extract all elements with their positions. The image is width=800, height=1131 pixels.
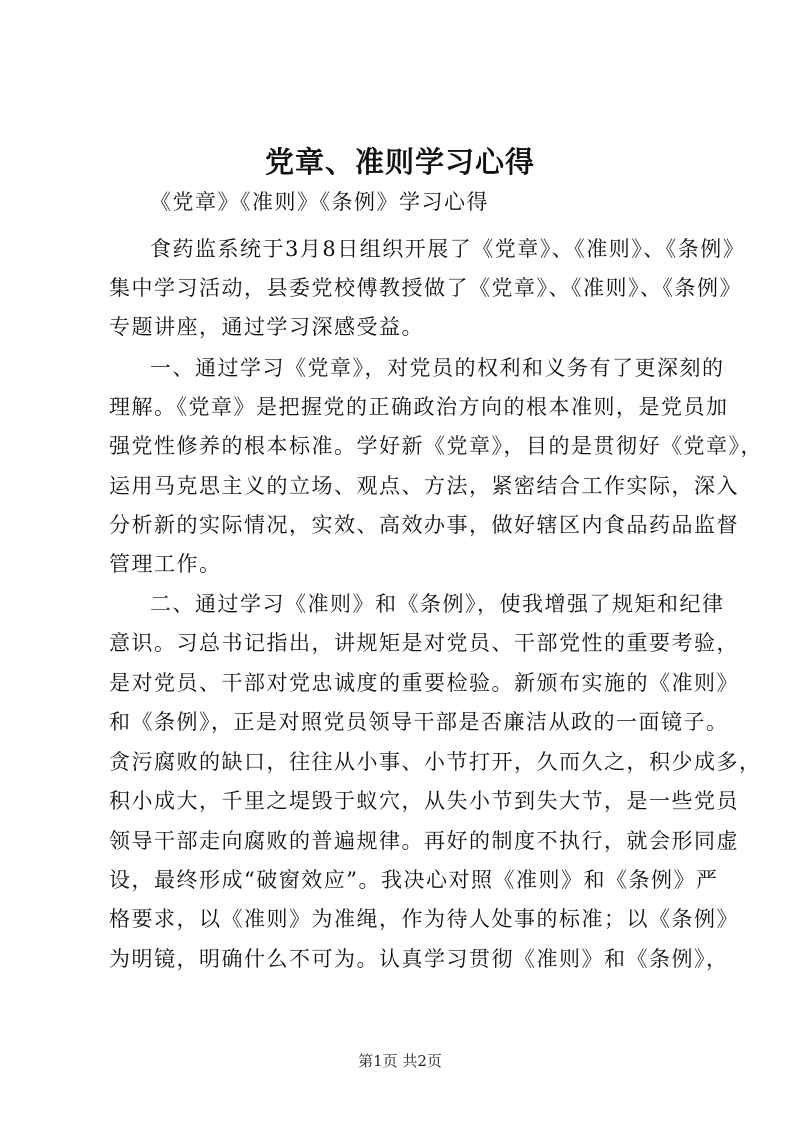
text-line: 意识。习总书记指出，讲规矩是对党员、干部党性的重要考验， xyxy=(109,631,739,655)
document-title: 党章、准则学习心得 xyxy=(264,145,535,179)
text-line: 和《条例》，正是对照党员领导干部是否廉洁从政的一面镜子。 xyxy=(109,710,729,734)
text-line: 贪污腐败的缺口，往往从小事、小节打开，久而久之，积少成多， xyxy=(109,750,762,774)
text-line: 二、通过学习《准则》和《条例》，使我增强了规矩和纪律 xyxy=(150,592,725,616)
text-line: 理解。《党章》是把握党的正确政治方向的根本准则，是党员加 xyxy=(109,395,729,419)
text-line: 分析新的实际情况，实效、高效办事，做好辖区内食品药品监督 xyxy=(109,513,739,537)
text-line: 运用马克思主义的立场、观点、方法，紧密结合工作实际，深入 xyxy=(109,474,739,498)
text-line: 食药监系统于3月8日组织开展了《党章》、《准则》、《条例》 xyxy=(150,237,746,261)
subtitle-line: 《党章》《准则》《条例》学习心得 xyxy=(150,190,489,214)
text-line: 强党性修养的根本标准。学好新《党章》，目的是贯彻好《党章》， xyxy=(109,434,763,458)
text-line: 为明镜，明确什么不可为。认真学习贯彻《准则》和《条例》， xyxy=(109,947,729,971)
text-line: 领导干部走向腐败的普遍规律。再好的制度不执行，就会形同虚 xyxy=(109,829,739,853)
text-line: 设，最终形成“破窗效应”。我决心对照《准则》和《条例》严 xyxy=(109,868,719,892)
text-line: 一、通过学习《党章》，对党员的权利和义务有了更深刻的 xyxy=(150,356,725,380)
text-line: 管理工作。 xyxy=(109,552,222,576)
text-line: 专题讲座，通过学习深感受益。 xyxy=(109,315,424,339)
text-line: 是对党员、干部对党忠诚度的重要检验。新颁布实施的《准则》 xyxy=(109,671,739,695)
text-line: 积小成大，千里之堤毁于蚁穴，从失小节到失大节，是一些党员 xyxy=(109,789,739,813)
text-line: 格要求，以《准则》为准绳，作为待人处事的标准；以《条例》 xyxy=(109,907,739,931)
text-line: 集中学习活动，县委党校傅教授做了《党章》、《准则》、《条例》 xyxy=(109,276,742,300)
page-footer: 第1页 共2页 xyxy=(358,1052,442,1070)
